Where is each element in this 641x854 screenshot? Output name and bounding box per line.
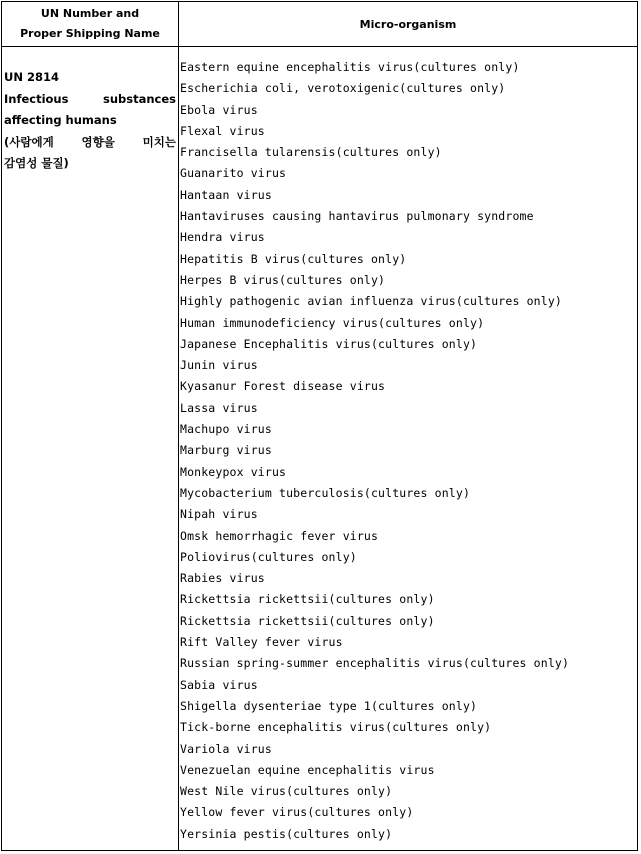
list-item: Omsk hemorrhagic fever virus [180, 528, 379, 543]
list-item: Mycobacterium tuberculosis(cultures only) [180, 485, 471, 500]
header-micro-organism: Micro-organism [359, 17, 457, 31]
list-item: Guanarito virus [180, 166, 287, 181]
list-item: Machupo virus [180, 422, 272, 437]
header-un-number [2, 2, 178, 46]
list-item: Francisella tularensis(cultures only) [180, 145, 442, 160]
shipping-name-korean-line2: 감염성 물질) [4, 156, 69, 170]
header-un-number-line1: UN Number and [40, 7, 140, 20]
list-item: Kyasanur Forest disease virus [180, 379, 386, 394]
list-item: Hendra virus [180, 230, 265, 245]
list-item: Rift Valley fever virus [180, 635, 343, 650]
list-item: Yersinia pestis(cultures only) [180, 826, 393, 841]
list-item: Marburg virus [180, 443, 272, 458]
list-item: Shigella dysenteriae type 1(cultures only) [180, 698, 478, 713]
list-item: Lassa virus [180, 400, 258, 415]
list-item: Variola virus [180, 741, 272, 756]
un-number: UN 2814 [4, 70, 59, 84]
organism-list [180, 57, 569, 845]
shipping-name-line1: Infectious substances [4, 91, 176, 106]
table-header-row [2, 2, 637, 47]
list-item: Russian spring-summer encephalitis virus(cultures only) [180, 656, 570, 671]
list-item: Human immunodeficiency virus(cultures only) [180, 315, 485, 330]
list-item: Hantaan virus [180, 187, 272, 202]
list-item: Tick-borne encephalitis virus(cultures only) [180, 720, 492, 735]
un-number-cell [4, 67, 176, 175]
list-item: Nipah virus [180, 507, 258, 522]
list-item: Poliovirus(cultures only) [180, 549, 357, 564]
list-item: Herpes B virus(cultures only) [180, 272, 386, 287]
list-item: Eastern equine encephalitis virus(cultures only) [180, 60, 520, 74]
list-item: Japanese Encephalitis virus(cultures only) [180, 336, 478, 351]
list-item: Hepatitis B virus(cultures only) [180, 251, 407, 266]
list-item: Sabia virus [180, 677, 258, 692]
list-item: Rabies virus [180, 571, 265, 586]
list-item: Junin virus [180, 358, 258, 373]
header-un-number-line2: Proper Shipping Name [20, 27, 160, 40]
list-item: West Nile virus(cultures only) [180, 784, 393, 799]
list-item: Flexal virus [180, 123, 265, 138]
column-divider [178, 2, 179, 850]
list-item: Rickettsia rickettsii(cultures only) [180, 613, 435, 628]
shipping-name-korean-line1: (사람에게 영향을 미치는 [4, 134, 176, 149]
micro-organism-table [1, 1, 638, 851]
list-item: Highly pathogenic avian influenza virus(cultures only) [180, 294, 562, 309]
shipping-name-line2: affecting humans [4, 113, 117, 127]
list-item: Escherichia coli, verotoxigenic(cultures only) [180, 81, 506, 96]
list-item: Monkeypox virus [180, 464, 287, 479]
list-item: Hantaviruses causing hantavirus pulmonary syndrome [180, 209, 534, 224]
list-item: Venezuelan equine encephalitis virus [180, 762, 435, 777]
list-item: Yellow fever virus(cultures only) [180, 805, 414, 820]
list-item: Ebola virus [180, 102, 258, 117]
list-item: Rickettsia rickettsii(cultures only) [180, 592, 435, 607]
